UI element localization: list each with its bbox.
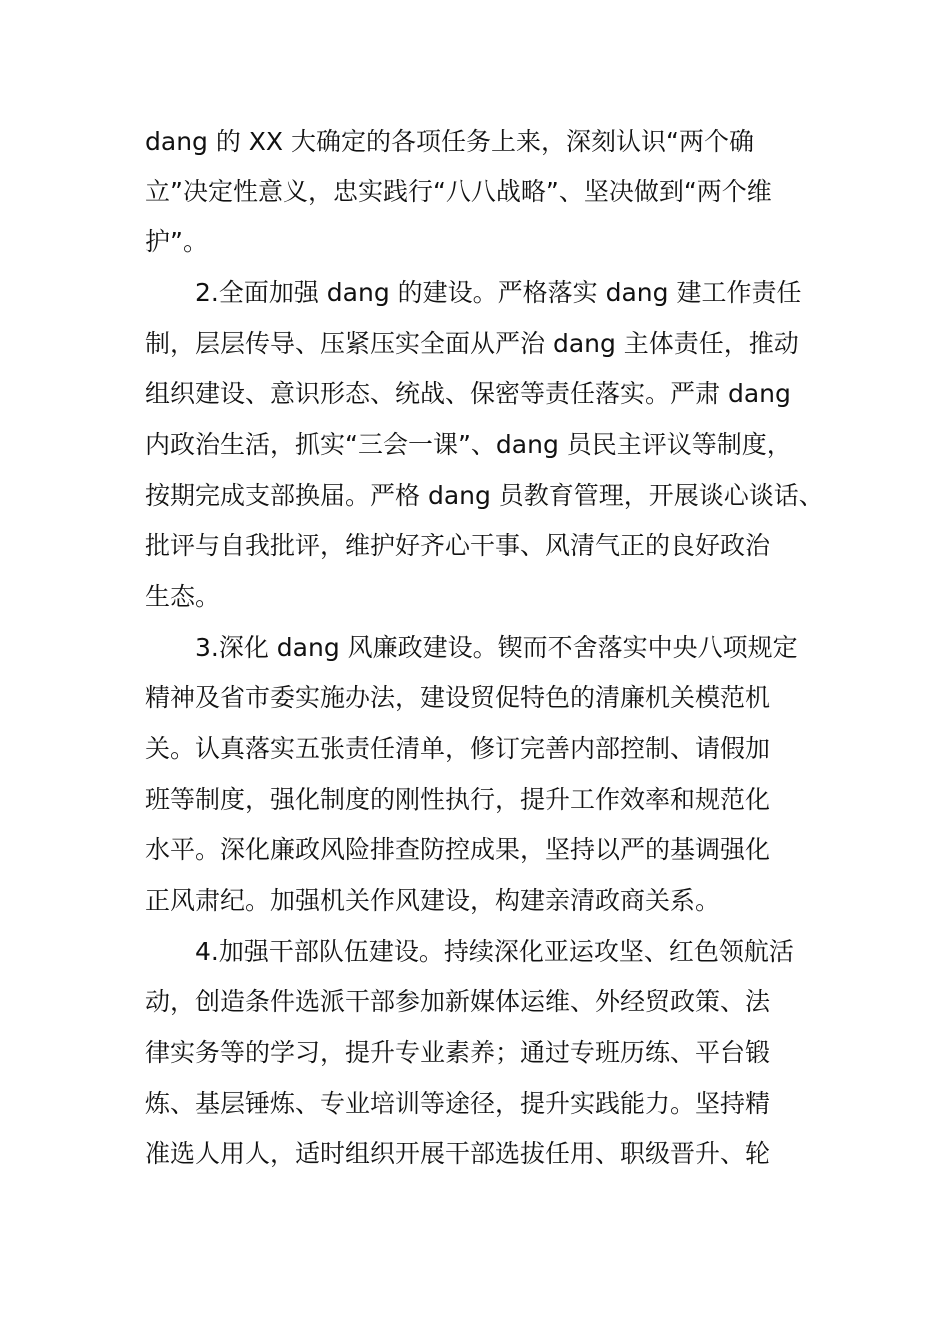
text-line-16: 正风肃纪。加强机关作风建设，构建亲清政商关系。 xyxy=(145,886,721,915)
text-line-13: 关。认真落实五张责任清单，修订完善内部控制、请假加 xyxy=(145,734,771,763)
text-line-19: 律实务等的学习，提升专业素养；通过专班历练、平台锻 xyxy=(145,1038,771,1067)
text-line-6: 组织建设、意识形态、统战、保密等责任落实。严肃 dang xyxy=(145,379,791,408)
paragraph-4-heading-line: 4.加强干部队伍建设。持续深化亚运攻坚、红色领航活 xyxy=(195,937,794,966)
text-line-10: 生态。 xyxy=(145,582,221,611)
text-line-8: 按期完成支部换届。严格 dang 员教育管理，开展谈心谈话、 xyxy=(145,481,824,510)
text-line-15: 水平。深化廉政风险排查防控成果，坚持以严的基调强化 xyxy=(145,835,771,864)
text-line-21: 准选人用人，适时组织开展干部选拔任用、职级晋升、轮 xyxy=(145,1139,771,1168)
text-line-14: 班等制度，强化制度的刚性执行，提升工作效率和规范化 xyxy=(145,785,771,814)
text-line-9: 批评与自我批评，维护好齐心干事、风清气正的良好政治 xyxy=(145,531,771,560)
text-line-12: 精神及省市委实施办法，建设贸促特色的清廉机关模范机 xyxy=(145,683,771,712)
text-line-2: 立”决定性意义，忠实践行“八八战略”、坚决做到“两个维 xyxy=(145,177,772,206)
paragraph-3-heading-line: 3.深化 dang 风廉政建设。锲而不舍落实中央八项规定 xyxy=(195,633,798,662)
text-line-3: 护”。 xyxy=(145,227,208,256)
text-line-1: dang 的 XX 大确定的各项任务上来，深刻认识“两个确 xyxy=(145,127,754,156)
paragraph-2-heading-line: 2.全面加强 dang 的建设。严格落实 dang 建工作责任 xyxy=(195,278,802,307)
text-line-5: 制，层层传导、压紧压实全面从严治 dang 主体责任，推动 xyxy=(145,329,799,358)
text-line-20: 炼、基层锤炼、专业培训等途径，提升实践能力。坚持精 xyxy=(145,1089,771,1118)
text-line-7: 内政治生活，抓实“三会一课”、dang 员民主评议等制度， xyxy=(145,430,792,459)
text-line-18: 动，创造条件选派干部参加新媒体运维、外经贸政策、法 xyxy=(145,987,771,1016)
